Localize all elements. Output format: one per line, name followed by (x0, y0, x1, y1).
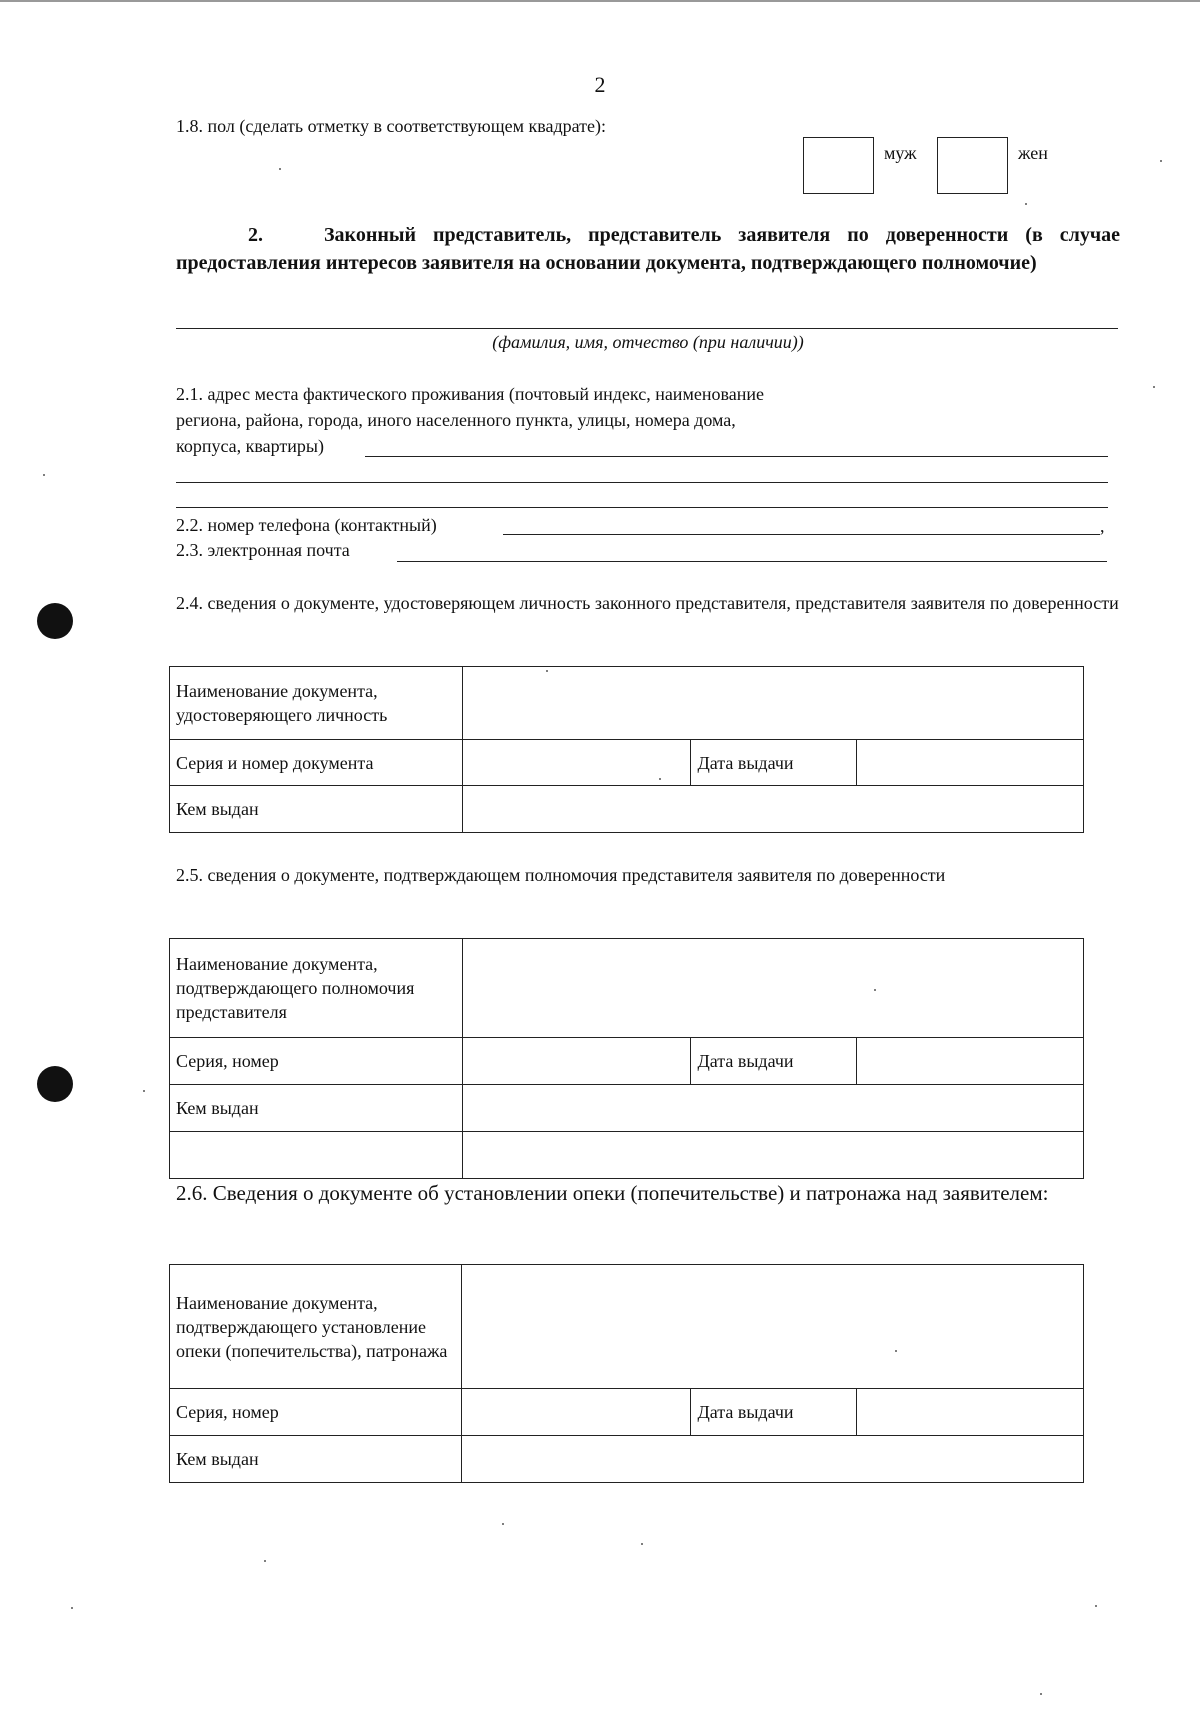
page-number: 2 (594, 72, 606, 97)
email-field-line[interactable] (397, 561, 1107, 562)
male-checkbox[interactable] (803, 137, 874, 194)
guardianship-doc-name-label: Наименование документа, подтверждающего установление опеки (попечительства), патронажа (170, 1265, 462, 1389)
scan-speck (1160, 160, 1162, 162)
scan-speck (143, 1090, 145, 1092)
authority-doc-extra-label[interactable] (170, 1132, 463, 1179)
phone-field-line[interactable] (503, 534, 1100, 535)
email-label: 2.3. электронная почта (176, 540, 350, 560)
scan-speck (895, 1350, 897, 1352)
authority-doc-issuer-field[interactable] (462, 1085, 1083, 1132)
authority-doc-date-label: Дата выдачи (691, 1038, 857, 1085)
scan-speck (546, 670, 548, 672)
authority-doc-date-field[interactable] (857, 1038, 1084, 1085)
authority-doc-series-field[interactable] (462, 1038, 691, 1085)
section-2-number: 2. (248, 224, 263, 246)
authority-doc-extra-field[interactable] (462, 1132, 1083, 1179)
scan-speck (1025, 203, 1027, 205)
table-row (170, 740, 1084, 786)
punch-hole-upper (37, 603, 73, 639)
identity-doc-name-field[interactable] (462, 667, 1083, 740)
scan-speck (1095, 1605, 1097, 1607)
identity-doc-name-label: Наименование документа, удостоверяющего личность (170, 667, 463, 740)
female-checkbox[interactable] (937, 137, 1008, 194)
identity-doc-date-label: Дата выдачи (691, 740, 857, 786)
table-row (170, 786, 1084, 833)
identity-doc-issuer-label: Кем выдан (170, 786, 463, 833)
authority-doc-issuer-label: Кем выдан (170, 1085, 463, 1132)
guardianship-document-table (169, 1264, 1084, 1483)
gender-prompt: 1.8. пол (сделать отметку в соответствующем квадрате): (176, 116, 606, 136)
authority-doc-series-label: Серия, номер (170, 1038, 463, 1085)
guardianship-doc-series-label: Серия, номер (170, 1389, 462, 1436)
identity-doc-series-label: Серия и номер документа (170, 740, 463, 786)
phone-label: 2.2. номер телефона (контактный) (176, 515, 437, 535)
address-field-line1[interactable] (365, 456, 1108, 457)
section-2-5-text: 2.5. сведения о документе, подтверждающем полномочия представителя заявителя по доверенности (176, 865, 946, 885)
identity-document-table (169, 666, 1084, 833)
table-row (170, 1085, 1084, 1132)
scan-speck (659, 778, 661, 780)
guardianship-doc-issuer-field[interactable] (461, 1436, 1083, 1483)
identity-doc-series-field[interactable] (462, 740, 691, 786)
scan-speck (71, 1607, 73, 1609)
authority-doc-name-field[interactable] (462, 939, 1083, 1038)
table-row (170, 939, 1084, 1038)
scan-speck (279, 168, 281, 170)
scan-speck (1040, 1693, 1042, 1695)
section-2-heading (176, 221, 1120, 277)
table-row (170, 667, 1084, 740)
address-field-line3[interactable] (176, 507, 1108, 508)
phone-trailing-comma: , (1100, 516, 1105, 536)
scan-speck (502, 1523, 504, 1525)
scan-speck (1153, 386, 1155, 388)
female-label: жен (1018, 143, 1048, 163)
male-label: муж (884, 143, 917, 163)
authority-document-table (169, 938, 1084, 1179)
table-row (170, 1038, 1084, 1085)
scan-speck (874, 989, 876, 991)
address-label-line1: 2.1. адрес места фактического проживания (почтовый индекс, наименование (176, 384, 764, 404)
representative-name-caption: (фамилия, имя, отчество (при наличии)) (492, 332, 804, 352)
identity-doc-issuer-field[interactable] (462, 786, 1083, 833)
guardianship-doc-date-field[interactable] (857, 1389, 1084, 1436)
guardianship-doc-name-field[interactable] (461, 1265, 1083, 1389)
representative-name-line[interactable] (176, 328, 1118, 329)
address-label-line2: региона, района, города, иного населенного пункта, улицы, номера дома, (176, 410, 736, 430)
authority-doc-name-label: Наименование документа, подтверждающего полномочия представителя (170, 939, 463, 1038)
section-2-6-text: 2.6. Сведения о документе об установлении опеки (попечительстве) и патронажа над заявителем: (176, 1181, 1049, 1205)
table-row (170, 1132, 1084, 1179)
guardianship-doc-series-field[interactable] (461, 1389, 691, 1436)
guardianship-doc-issuer-label: Кем выдан (170, 1436, 462, 1483)
punch-hole-lower (37, 1066, 73, 1102)
scan-speck (43, 474, 45, 476)
table-row (170, 1265, 1084, 1389)
guardianship-doc-date-label: Дата выдачи (691, 1389, 857, 1436)
scan-speck (641, 1543, 643, 1545)
table-row (170, 1436, 1084, 1483)
section-2-4-text: 2.4. сведения о документе, удостоверяющем личность законного представителя, представителя заявителя по доверенности (176, 593, 1119, 613)
address-label-line3: корпуса, квартиры) (176, 436, 325, 456)
table-row (170, 1389, 1084, 1436)
scan-top-edge (0, 0, 1200, 2)
identity-doc-date-field[interactable] (857, 740, 1084, 786)
section-2-title: Законный представитель, представитель заявителя по доверенности (в случае предоставления интересов заявителя на основании документа, подтверждающего полномочие) (176, 224, 1120, 274)
address-field-line2[interactable] (176, 482, 1108, 483)
scan-speck (264, 1560, 266, 1562)
